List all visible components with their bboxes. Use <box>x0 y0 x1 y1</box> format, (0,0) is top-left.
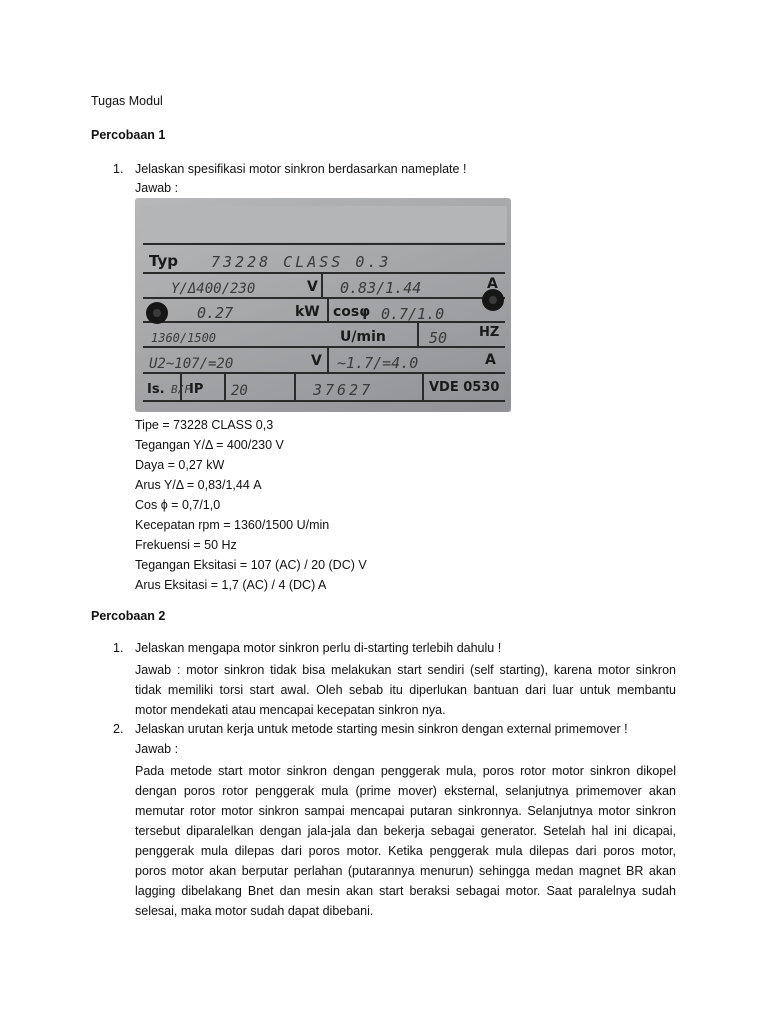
nameplate-photo <box>135 198 511 412</box>
nameplate-serial: 37627 <box>313 381 374 399</box>
question-text: Jelaskan mengapa motor sinkron perlu di-starting terlebih dahulu ! <box>135 641 502 655</box>
nameplate-current-unit: A <box>487 276 498 292</box>
nameplate-current-value: 0.83/1.44 <box>340 279 422 297</box>
answer-line: tersebut diparalelkan dengan jala-jala dan bekerja sebagai generator. Setelah hal ini dicapai, <box>135 824 676 838</box>
answer-line: motor mendekati atau mencapai kecepatan sinkron nya. <box>135 703 446 717</box>
nameplate-is-label: Is. <box>147 382 165 397</box>
nameplate-ip-label: IP <box>189 382 204 397</box>
answer-label: Jawab : <box>135 181 179 195</box>
spec-line: Tegangan Y/Δ = 400/230 V <box>135 438 284 452</box>
answer-line: dengan poros rotor penggerak mula (prime mover) eksternal, selanjutnya primemover akan <box>135 784 676 798</box>
spec-line: Cos ϕ = 0,7/1,0 <box>135 498 221 512</box>
answer-label: Jawab : <box>135 742 179 756</box>
answer-line: memutar rotor motor sinkron sampai mencapai putaran sinkronnya. Selanjutnya motor sinkron <box>135 804 676 818</box>
nameplate-ip-value: 20 <box>231 383 248 399</box>
nameplate-freq-value: 50 <box>429 329 448 347</box>
answer-line: lagging dibelakang Bnet dan mesin akan start beraksi sebagai motor. Saat paralelnya sudah <box>135 884 676 898</box>
answer-paragraph <box>135 660 676 720</box>
nameplate-is-value: B/F <box>171 383 191 396</box>
section-heading-percobaan-1: Percobaan 1 <box>91 128 166 142</box>
nameplate-exc-voltage-unit: V <box>311 353 322 369</box>
answer-line: Pada metode start motor sinkron dengan penggerak mula, poros rotor motor sinkron dikopel <box>135 764 676 778</box>
spec-line: Frekuensi = 50 Hz <box>135 538 237 552</box>
spec-line: Kecepatan rpm = 1360/1500 U/min <box>135 518 330 532</box>
nameplate-rpm-unit: U/min <box>340 329 386 345</box>
nameplate-power-value: 0.27 <box>197 304 234 322</box>
question-text: Jelaskan spesifikasi motor sinkron berdasarkan nameplate ! <box>135 162 467 176</box>
spec-line: Arus Eksitasi = 1,7 (AC) / 4 (DC) A <box>135 578 327 592</box>
nameplate-exc-current-value: ~1.7/=4.0 <box>337 354 419 372</box>
answer-line: poros motor akan berputar perlahan (putarannya menurun) sehingga medan magnet BR akan <box>135 864 676 878</box>
document-title: Tugas Modul <box>91 94 163 108</box>
nameplate-voltage-value: Y/Δ400/230 <box>171 281 256 297</box>
spec-line: Tipe = 73228 CLASS 0,3 <box>135 418 274 432</box>
answer-line: tidak memiliki torsi start awal. Oleh sebab itu diperlukan bantuan dari luar untuk membantu <box>135 683 676 697</box>
nameplate-exc-current-unit: A <box>485 352 496 368</box>
question-number: 1. <box>113 162 124 176</box>
spec-line: Daya = 0,27 kW <box>135 458 225 472</box>
nameplate-power-unit: kW <box>295 304 320 320</box>
spec-line: Tegangan Eksitasi = 107 (AC) / 20 (DC) V <box>135 558 367 572</box>
answer-line: selesai, maka motor sudah dapat dibebani. <box>135 904 374 918</box>
nameplate-rpm-value: 1360/1500 <box>151 331 217 345</box>
nameplate-typ-label: Typ <box>149 252 178 270</box>
answer-line: Jawab : motor sinkron tidak bisa melakukan start sendiri (self starting), karena motor sinkron <box>135 663 676 677</box>
nameplate-exc-voltage-value: U2~107/=20 <box>149 356 234 372</box>
nameplate-vde: VDE 0530 <box>429 380 500 395</box>
answer-line: penggerak mula dilepas dari poros motor. Ketika penggerak mula dilepas dari poros motor, <box>135 844 676 858</box>
answer-paragraph <box>135 761 676 921</box>
nameplate-freq-unit: HZ <box>479 325 500 340</box>
question-number: 1. <box>113 641 124 655</box>
nameplate-typ-value: 73228 CLASS 0.3 <box>211 253 392 271</box>
nameplate-cos-label: cosφ <box>333 304 371 320</box>
nameplate-voltage-unit: V <box>307 279 318 295</box>
section-heading-percobaan-2: Percobaan 2 <box>91 609 166 623</box>
question-text: Jelaskan urutan kerja untuk metode starting mesin sinkron dengan external primemover ! <box>135 722 628 736</box>
question-number: 2. <box>113 722 124 736</box>
spec-line: Arus Y/Δ = 0,83/1,44 A <box>135 478 262 492</box>
nameplate-cos-value: 0.7/1.0 <box>381 305 445 323</box>
